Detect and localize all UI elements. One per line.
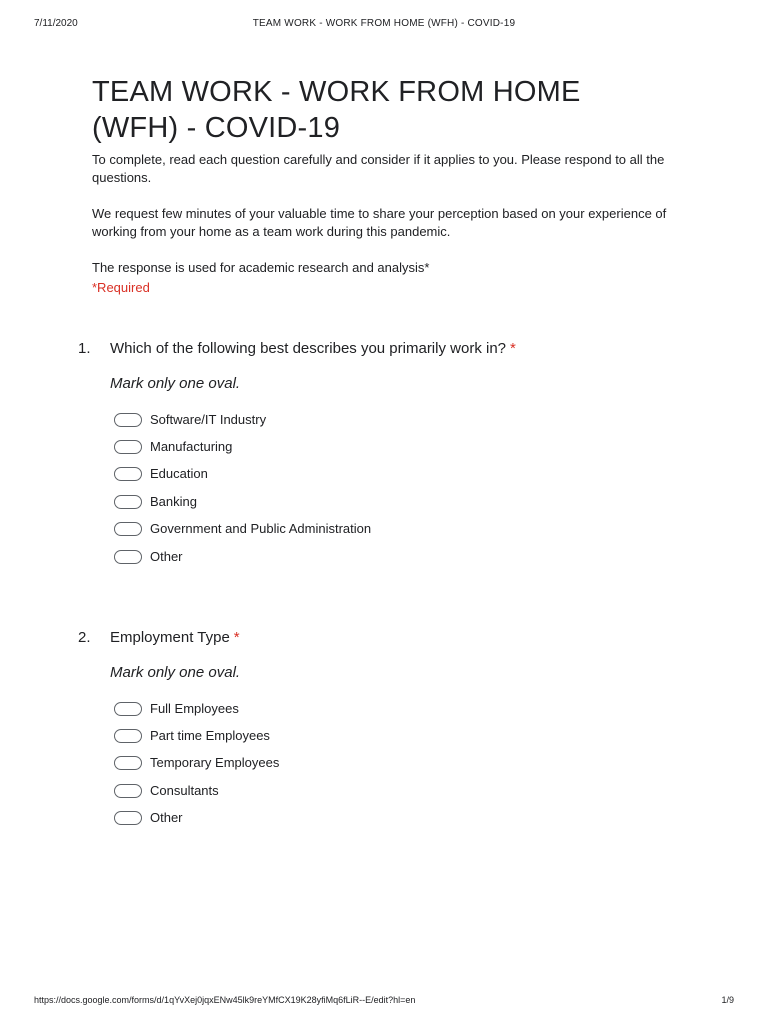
option-banking[interactable] xyxy=(114,488,371,515)
question-header xyxy=(78,628,698,650)
radio-oval[interactable] xyxy=(114,811,142,825)
radio-oval[interactable] xyxy=(114,495,142,509)
option-label: Temporary Employees xyxy=(150,755,280,771)
description-paragraph: We request few minutes of your valuable time to share your perception based on your experience of working from your home as a team work during this pandemic. xyxy=(92,206,667,239)
question-hint: Mark only one oval. xyxy=(110,375,241,392)
option-label: Part time Employees xyxy=(150,728,270,744)
option-manufacturing[interactable] xyxy=(114,433,371,460)
question-number: 2. xyxy=(78,629,91,646)
option-label: Government and Public Administration xyxy=(150,521,372,537)
option-label: Software/IT Industry xyxy=(150,411,267,427)
radio-oval[interactable] xyxy=(114,467,142,481)
radio-oval[interactable] xyxy=(114,702,142,716)
print-footer xyxy=(0,994,768,1006)
page-number: 1/9 xyxy=(721,995,734,1005)
radio-oval[interactable] xyxy=(114,522,142,536)
radio-oval[interactable] xyxy=(114,413,142,427)
option-label: Manufacturing xyxy=(150,439,233,455)
print-url[interactable]: https://docs.google.com/forms/d/1qYvXej0jqxENw45lk9reYMfCX19K28yfiMq6fLiR--E/edit?hl=en xyxy=(34,995,416,1005)
option-education[interactable] xyxy=(114,461,371,488)
required-note: *Required xyxy=(92,280,150,295)
form-title-line1: TEAM WORK - WORK FROM HOME xyxy=(92,76,581,108)
radio-oval[interactable] xyxy=(114,784,142,798)
radio-oval[interactable] xyxy=(114,550,142,564)
option-label: Consultants xyxy=(150,782,219,798)
required-asterisk: * xyxy=(233,629,240,646)
options-list xyxy=(114,695,279,832)
option-label: Banking xyxy=(150,493,197,509)
option-other[interactable] xyxy=(114,543,371,570)
question-hint: Mark only one oval. xyxy=(110,664,241,681)
option-label: Education xyxy=(150,466,208,482)
option-full-employees[interactable] xyxy=(114,695,279,722)
option-part-time[interactable] xyxy=(114,722,279,749)
form-title-line2: (WFH) - COVID-19 xyxy=(92,112,341,144)
radio-oval[interactable] xyxy=(114,440,142,454)
print-header xyxy=(0,17,768,31)
form-description xyxy=(92,151,692,277)
question-title: Employment Type xyxy=(110,629,230,646)
option-consultants[interactable] xyxy=(114,777,279,804)
question-2 xyxy=(78,628,698,826)
option-label: Other xyxy=(150,548,183,564)
option-label: Full Employees xyxy=(150,700,239,716)
question-header xyxy=(78,339,698,361)
options-list xyxy=(114,406,371,570)
question-text xyxy=(110,339,516,359)
radio-oval[interactable] xyxy=(114,756,142,770)
option-government[interactable] xyxy=(114,516,371,543)
print-date: 7/11/2020 xyxy=(34,18,78,29)
required-asterisk: * xyxy=(510,340,516,357)
question-1 xyxy=(78,339,698,564)
question-number: 1. xyxy=(78,340,91,357)
print-doc-title: TEAM WORK - WORK FROM HOME (WFH) - COVID-19 xyxy=(252,18,516,29)
form-title xyxy=(92,74,692,146)
question-title: Which of the following best describes you primarily work in? xyxy=(110,340,506,357)
option-software-it[interactable] xyxy=(114,406,371,433)
option-temporary[interactable] xyxy=(114,750,279,777)
radio-oval[interactable] xyxy=(114,729,142,743)
question-text xyxy=(110,628,240,648)
option-label: Other xyxy=(150,810,183,826)
description-paragraph: The response is used for academic research and analysis* xyxy=(92,260,430,275)
option-other[interactable] xyxy=(114,805,279,832)
description-paragraph: To complete, read each question carefully and consider if it applies to you. Please respond to all the questions. xyxy=(92,152,665,185)
